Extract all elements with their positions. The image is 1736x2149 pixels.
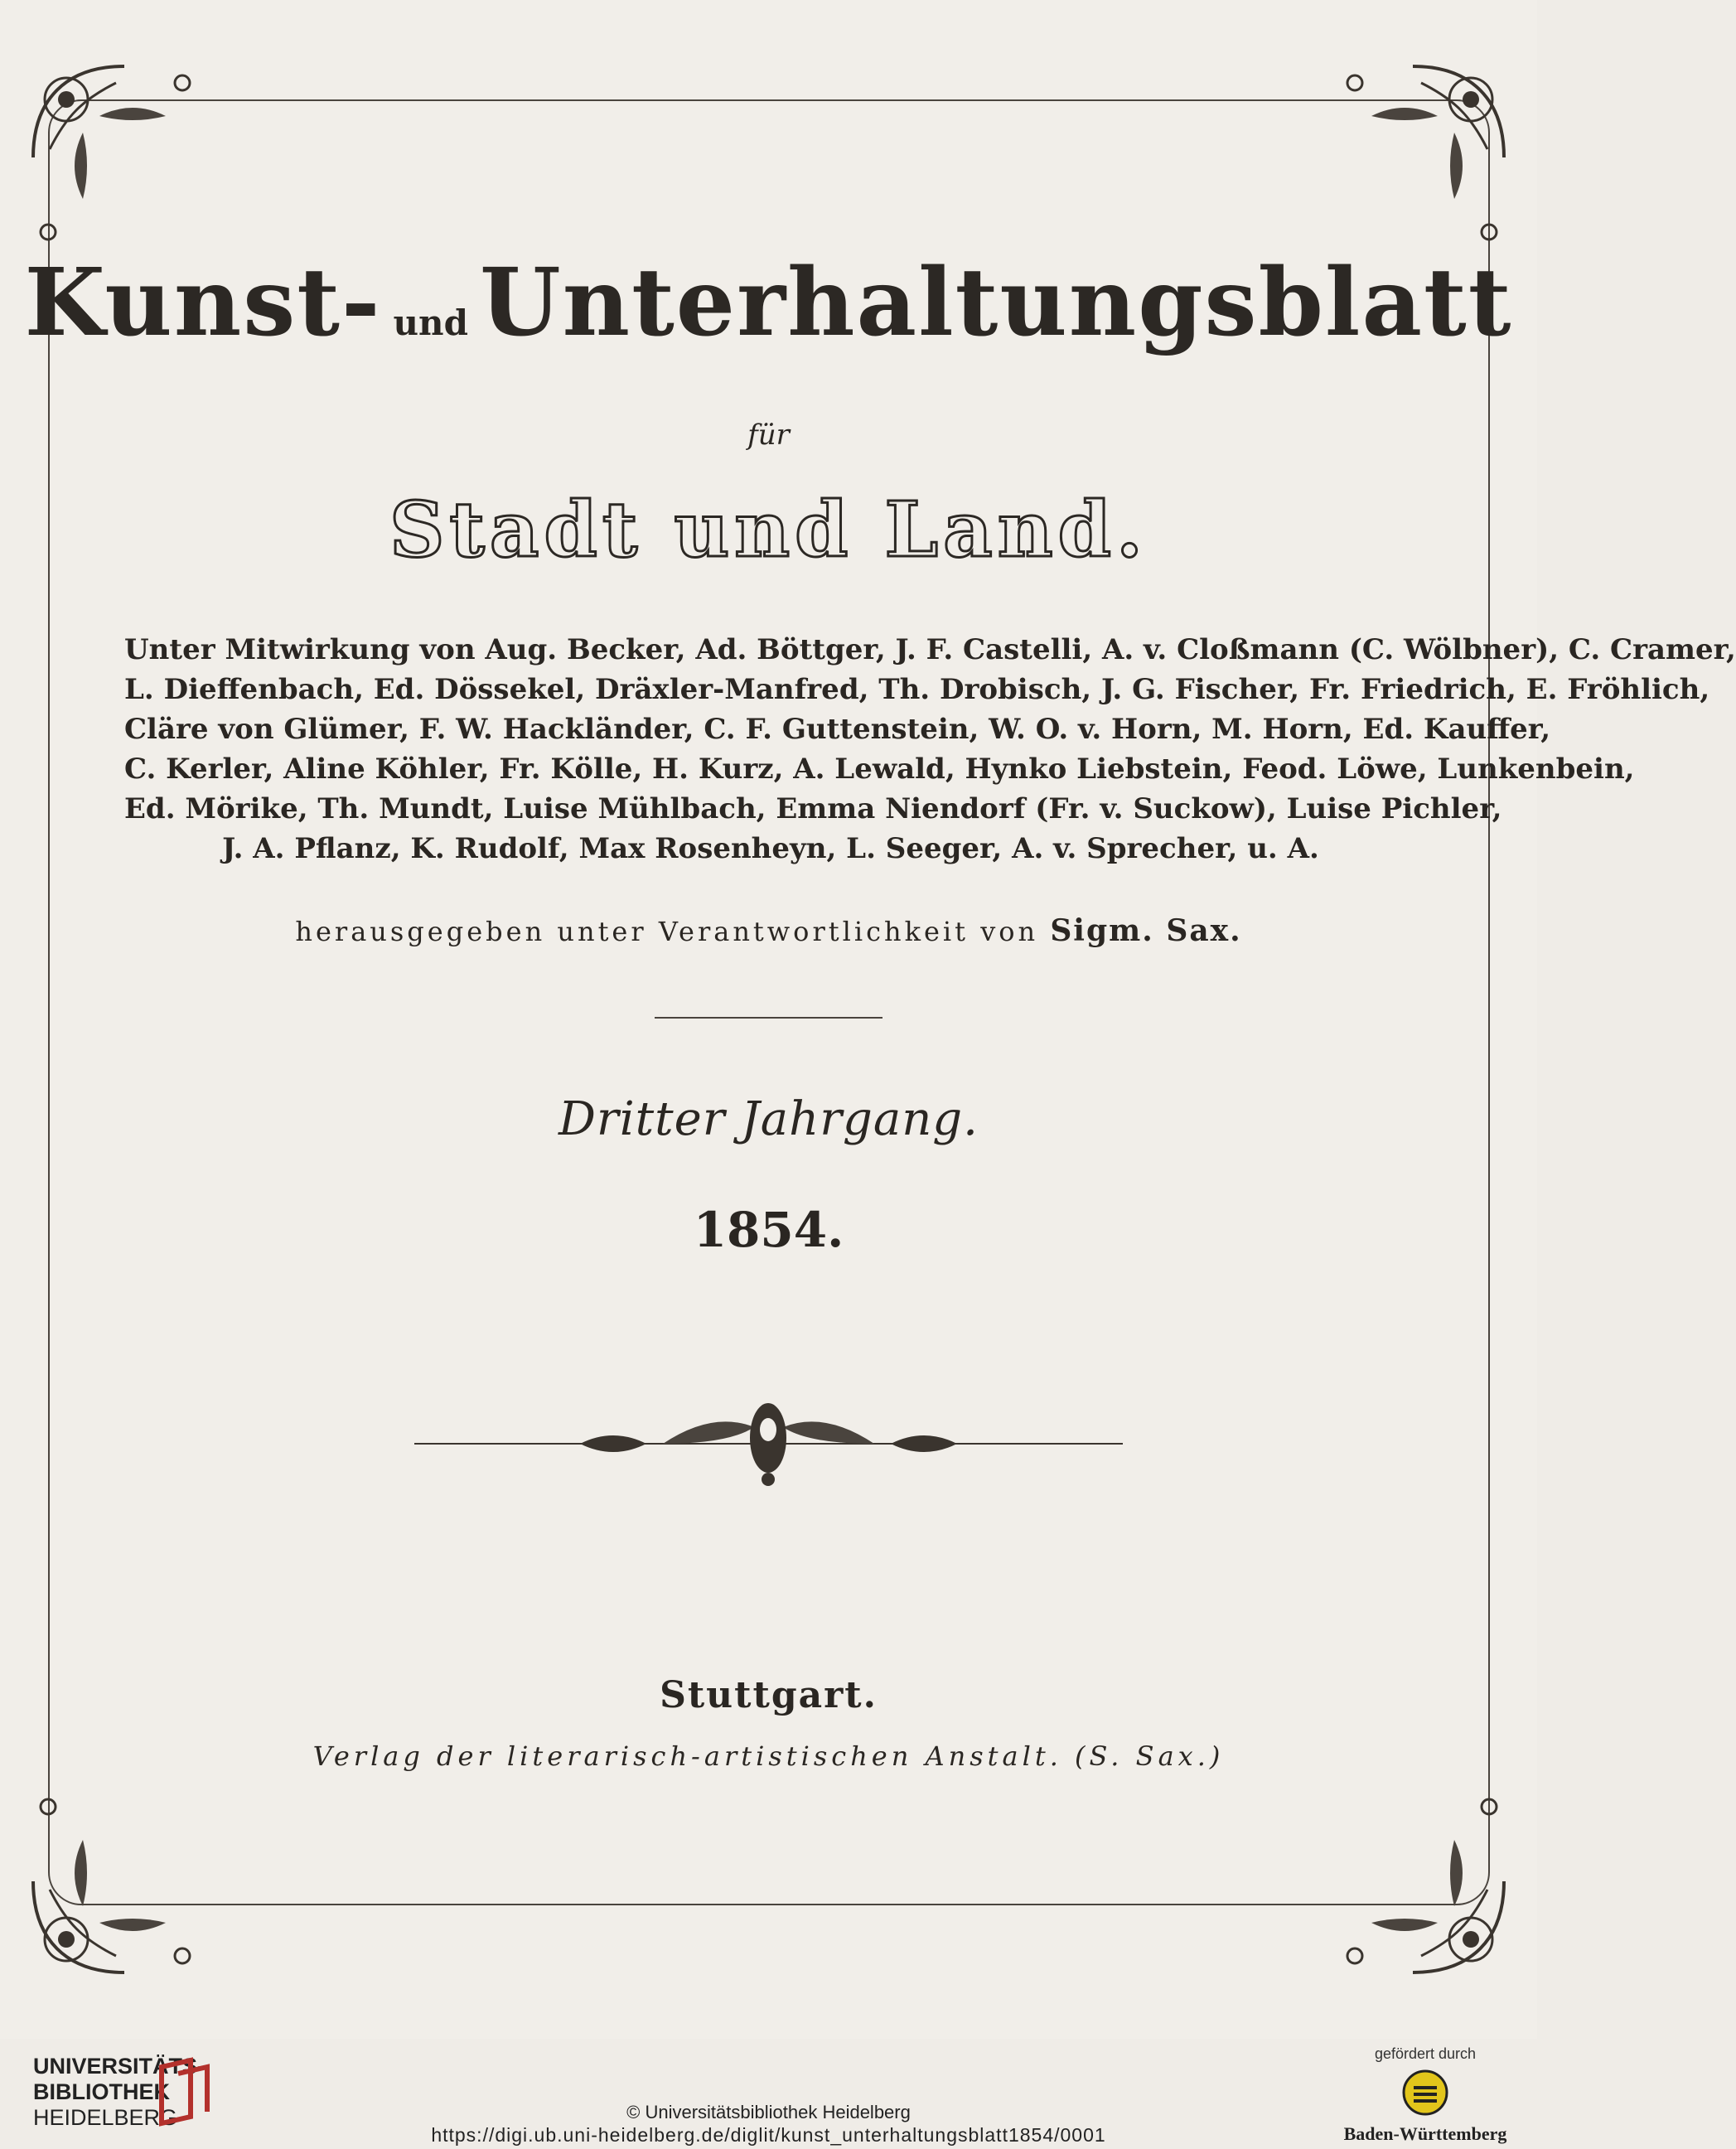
corner-ornament-top-right <box>1305 50 1521 265</box>
volume-label: Dritter Jahrgang. <box>559 1092 979 1146</box>
page-border <box>48 99 1736 1905</box>
city-label: Stuttgart. <box>660 1674 878 1716</box>
contributors-line: Unter Mitwirkung von Aug. Becker, Ad. Böttger, J. F. Castelli, A. v. Cloßmann (C. Wölbner), C. Cramer, <box>124 633 1736 666</box>
contributors-line: C. Kerler, Aline Köhler, Fr. Kölle, H. Kurz, A. Lewald, Hynko Liebstein, Feod. Löwe, Lunkenbein, <box>124 753 1635 786</box>
main-title <box>0 249 1537 357</box>
permalink-url[interactable]: https://digi.ub.uni-heidelberg.de/diglit/kunst_unterhaltungsblatt1854/0001 <box>431 2124 1106 2146</box>
contributors-line: L. Dieffenbach, Ed. Dössekel, Dräxler-Manfred, Th. Drobisch, J. G. Fischer, Fr. Friedrich, E. Fröhlich, <box>124 673 1710 706</box>
divider-rule <box>655 1017 883 1019</box>
funded-by-label: gefördert durch <box>1374 2045 1477 2062</box>
library-line3: HEIDELBERG <box>33 2105 178 2130</box>
for-label: für <box>747 419 790 452</box>
library-line1: UNIVERSITÄTS- <box>33 2054 206 2079</box>
library-line2: BIBLIOTHEK <box>33 2079 170 2104</box>
publisher-label: Verlag der literarisch-artistischen Anstalt. (S. Sax.) <box>312 1740 1225 1772</box>
corner-ornament-top-left <box>17 50 232 265</box>
title-part2: Unterhaltungsblatt <box>479 249 1513 357</box>
baden-wuerttemberg-crest-icon <box>1400 2068 1450 2118</box>
title-und: und <box>393 303 468 343</box>
subtitle: Stadt und Land. <box>389 485 1148 574</box>
funder-name: Baden-Württemberg <box>1343 2123 1507 2144</box>
contributors-list <box>124 630 1736 869</box>
contributors-line: J. A. Pflanz, K. Rudolf, Max Rosenheyn, L. Seeger, A. v. Sprecher, u. A. <box>222 832 1319 865</box>
title-part1: Kunst- <box>24 249 382 357</box>
year-label: 1854. <box>693 1202 844 1258</box>
contributors-line: Cläre von Glümer, F. W. Hackländer, C. F. Guttenstein, W. O. v. Horn, M. Horn, Ed. Kauffer, <box>124 713 1551 746</box>
editor-name: Sigm. Sax. <box>1050 913 1242 948</box>
editor-prefix: herausgegeben unter Verantwortlichkeit von <box>295 916 1039 947</box>
center-ornament <box>414 1392 1123 1492</box>
corner-ornament-bottom-right <box>1305 1774 1521 1989</box>
editor-line <box>0 913 1537 948</box>
copyright-text: © Universitätsbibliothek Heidelberg <box>626 2102 911 2122</box>
corner-ornament-bottom-left <box>17 1774 232 1989</box>
contributors-line: Ed. Mörike, Th. Mundt, Luise Mühlbach, Emma Niendorf (Fr. v. Suckow), Luise Pichler, <box>124 792 1502 825</box>
